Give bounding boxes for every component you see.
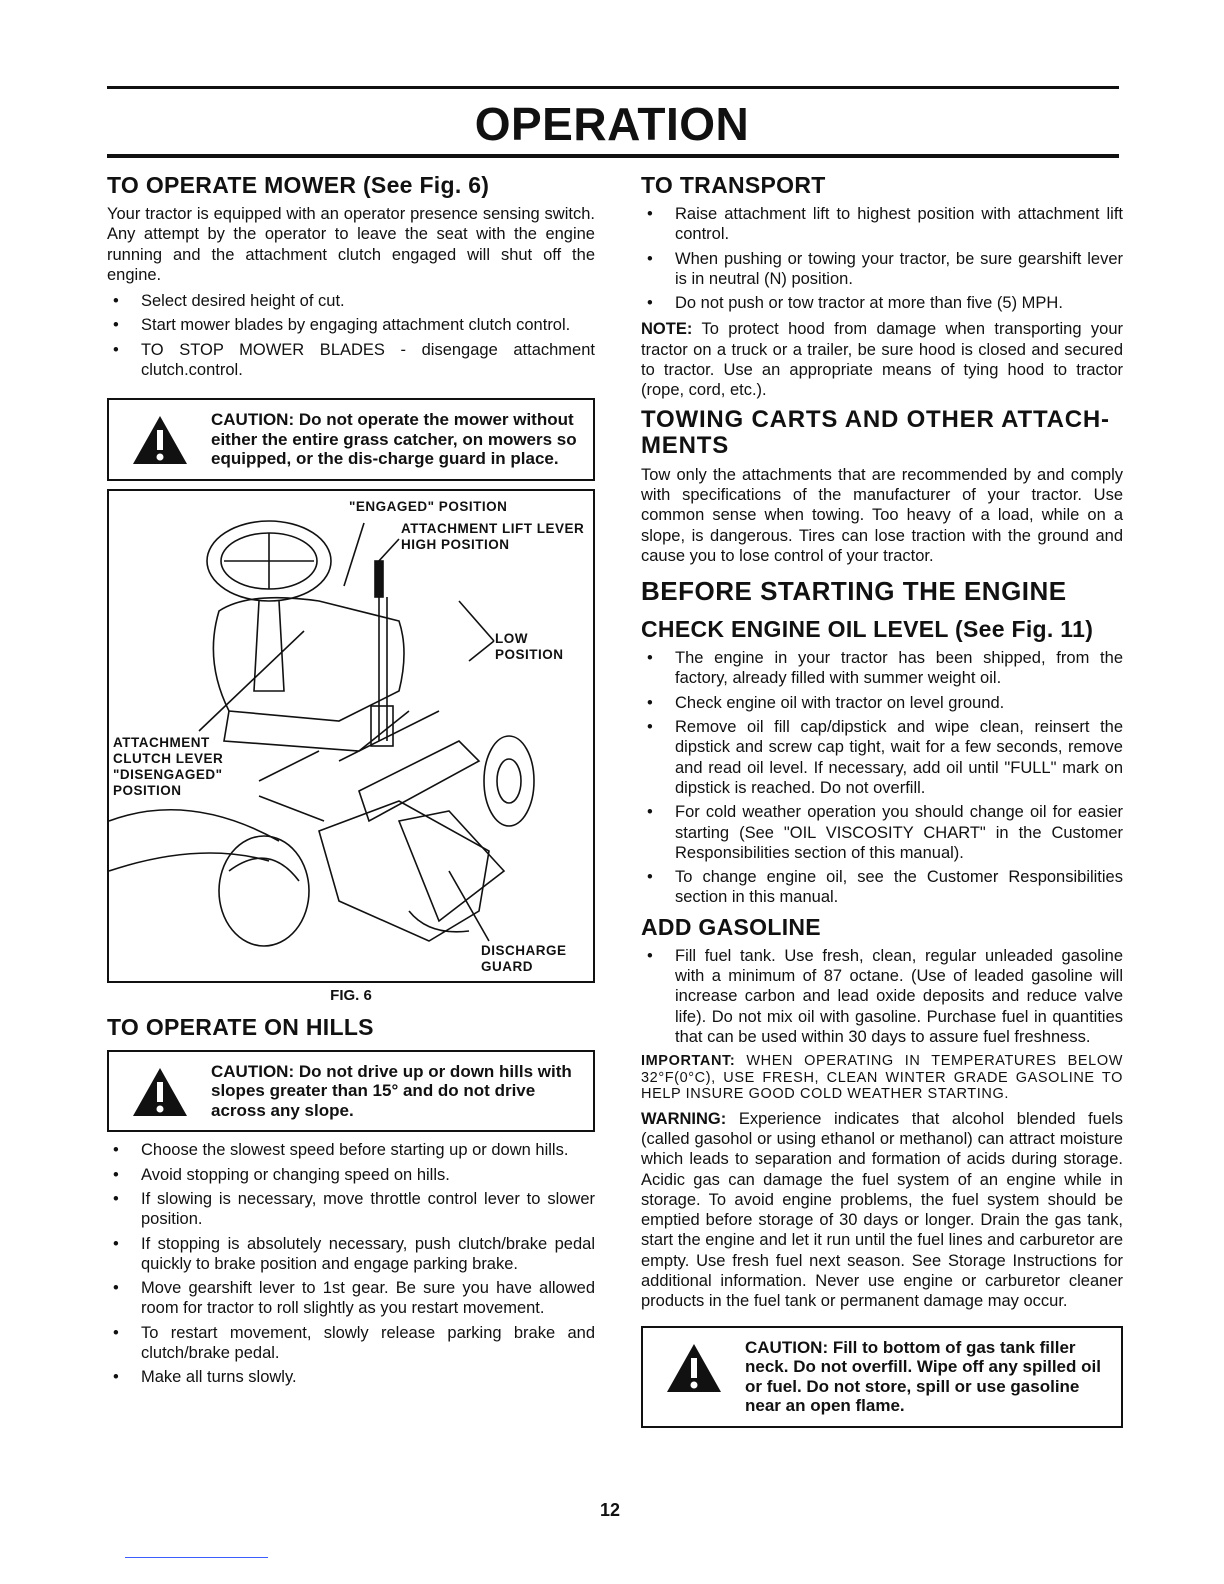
list-item: • To change engine oil, see the Customer Responsibilities section in this manual. (647, 868, 1123, 907)
page-title: OPERATION (474, 98, 750, 150)
list-item: • When pushing or towing your tractor, be sure gearshift lever is in neutral (N) position. (647, 249, 1123, 288)
towing-heading: TOWING CARTS AND OTHER ATTACH-MENTS (641, 405, 1110, 459)
figure-caption: FIG. 6 (330, 986, 372, 1004)
mower-bullet-list (107, 291, 595, 380)
bullet-icon: • (113, 1279, 119, 1298)
bullet-icon: • (647, 294, 653, 313)
list-item: • Remove oil fill cap/dipstick and wipe clean, reinsert the dipstick and screw cap tight, wait for a few seconds, remove and read oil level. If necessary, add oil until "FULL" mark on dipstick is reached. Do not overfill. (647, 718, 1123, 797)
bullet-icon: • (113, 1189, 119, 1208)
hills-bullet-list (107, 1140, 595, 1387)
list-item: • The engine in your tractor has been shipped, from the factory, already filled with summer weight oil. (647, 649, 1123, 688)
footer-line (125, 1557, 268, 1558)
label-clutch-lever: ATTACHMENT CLUTCH LEVER "DISENGAGED" POSITION (113, 734, 224, 798)
hills-heading: TO OPERATE ON HILLS (107, 1013, 374, 1040)
list-item: • For cold weather operation you should change oil for easier starting (See "OIL VISCOSITY CHART" in the Customer Responsibilities section of this manual). (647, 803, 1123, 862)
figure-6 (107, 489, 595, 983)
warning-icon (131, 1066, 189, 1118)
gas-caution-text: CAUTION: Fill to bottom of gas tank filler neck. Do not overfill. Wipe off any spilled oil or fuel. Do not store, spill or use gasoline near an open flame. (745, 1337, 1101, 1416)
note-text: To protect hood from damage when transporting your tractor on a truck or a trailer, be sure hood is closed and secured to tractor. Use an appropriate means of tying hood to tractor (rope, cord, etc.). (641, 320, 1123, 400)
bullet-icon: • (113, 340, 119, 359)
before-starting-heading: BEFORE STARTING THE ENGINE (641, 576, 1067, 607)
important-label: IMPORTANT: (641, 1053, 736, 1070)
bullet-icon: • (647, 249, 653, 268)
list-item: • If slowing is necessary, move throttle control lever to slower position. (113, 1189, 595, 1229)
transport-note (641, 319, 1123, 400)
bullet-icon: • (647, 718, 653, 737)
note-label: NOTE: (641, 320, 693, 339)
warning-icon (131, 414, 189, 466)
transport-bullet-list (641, 204, 1123, 313)
bullet-icon: • (113, 316, 119, 335)
bullet-icon: • (113, 292, 119, 311)
bullet-icon: • (647, 946, 653, 965)
label-engaged-position: "ENGAGED" POSITION (349, 498, 508, 514)
left-column (107, 172, 595, 1394)
oil-bullet-list (641, 648, 1123, 908)
title-underline (107, 154, 1119, 158)
label-discharge-guard: DISCHARGE GUARD (481, 942, 567, 974)
important-text: WHEN OPERATING IN TEMPERATURES BELOW 32°F(0°C), USE FRESH, CLEAN WINTER GRADE GASOLINE TO HELP INSURE GOOD COLD WEATHER STARTING. (641, 1053, 1123, 1103)
list-item: • To restart movement, slowly release parking brake and clutch/brake pedal. (113, 1323, 595, 1363)
bullet-icon: • (113, 1368, 119, 1387)
right-column (641, 172, 1123, 1436)
bullet-icon: • (647, 649, 653, 668)
bullet-icon: • (647, 803, 653, 822)
bullet-icon: • (113, 1141, 119, 1160)
list-item: • Start mower blades by engaging attachment clutch control. (113, 316, 571, 335)
list-item: • Do not push or tow tractor at more than five (5) MPH. (647, 294, 1063, 313)
top-rule (107, 86, 1119, 89)
list-item: • Select desired height of cut. (113, 292, 345, 311)
bullet-icon: • (113, 1234, 119, 1253)
mower-caution-text: CAUTION: Do not operate the mower without either the entire grass catcher, on mowers so equipped, or the dis-charge guard in place. (211, 410, 577, 469)
list-item: • If stopping is absolutely necessary, push clutch/brake pedal quickly to brake position and engage parking brake. (113, 1234, 595, 1273)
list-item: • Move gearshift lever to 1st gear. Be sure you have allowed room for tractor to roll slightly as you restart movement. (113, 1279, 595, 1318)
mower-heading: TO OPERATE MOWER (See Fig. 6) (107, 172, 490, 198)
bullet-icon: • (647, 205, 653, 223)
hills-caution-box (107, 1050, 595, 1133)
hills-caution-text: CAUTION: Do not drive up or down hills with slopes greater than 15° and do not drive across any slope. (211, 1061, 572, 1120)
list-item: • Choose the slowest speed before starting up or down hills. (113, 1141, 569, 1160)
bullet-icon: • (113, 1165, 119, 1184)
bullet-icon: • (647, 868, 653, 887)
list-item: • TO STOP MOWER BLADES - disengage attachment clutch.control. (113, 340, 595, 380)
warning-note (641, 1109, 1123, 1312)
list-item: • Make all turns slowly. (113, 1368, 297, 1387)
gas-bullet-list (641, 946, 1123, 1047)
transport-heading: TO TRANSPORT (641, 172, 826, 198)
oil-heading: CHECK ENGINE OIL LEVEL (See Fig. 11) (641, 616, 1094, 643)
bullet-icon: • (647, 693, 653, 712)
warning-text: Experience indicates that alcohol blended fuels (called gasohol or using ethanol or methanol) can attract moisture which leads to separation and formation of acids during storage. Acidic gas can damage the fuel system of an engine while in storage. To avoid engine problems, the fuel system should be emptied before storage of 30 days or longer. Drain the gas tank, start the engine and let it run until the fuel lines and carburetor are empty. Use fresh fuel next season. See Storage Instructions for additional information. Never use engine or carburetor cleaner products in the fuel tank or permanent damage may occur. (641, 1109, 1123, 1311)
warning-label: WARNING: (641, 1109, 727, 1128)
label-lift-lever: ATTACHMENT LIFT LEVER HIGH POSITION (401, 520, 585, 552)
gas-heading: ADD GASOLINE (641, 913, 821, 940)
towing-text: Tow only the attachments that are recommended by and comply with specifications of the manufacturer of your tractor. Use common sense when towing. Too heavy of a load, while on a slope, is dangerous. Tires can lose traction with the ground and cause you to lose control of your tractor. (641, 465, 1123, 565)
important-note (641, 1053, 1123, 1103)
list-item: • Fill fuel tank. Use fresh, clean, regular unleaded gasoline with a minimum of 87 octane. (Use of leaded gasoline will increase carbon and lead oxide deposits and reduce valve life). Do not mix oil with gasoline. Purchase fuel in quantities that can be used within 30 days to assure fuel freshness. (647, 946, 1123, 1046)
list-item: • Avoid stopping or changing speed on hills. (113, 1165, 450, 1184)
warning-icon (665, 1342, 723, 1394)
page-number: 12 (600, 1500, 621, 1520)
mower-caution-box (107, 398, 595, 481)
bullet-icon: • (113, 1323, 119, 1342)
gas-caution-box (641, 1326, 1123, 1428)
list-item: • Raise attachment lift to highest position with attachment lift control. (647, 205, 1123, 244)
mower-intro: Your tractor is equipped with an operator presence sensing switch. Any attempt by the operator to leave the seat with the engine running and the attachment clutch engaged will shut off the engine. (107, 205, 595, 284)
label-low-position: LOW POSITION (495, 630, 564, 662)
list-item: • Check engine oil with tractor on level ground. (647, 693, 1005, 712)
